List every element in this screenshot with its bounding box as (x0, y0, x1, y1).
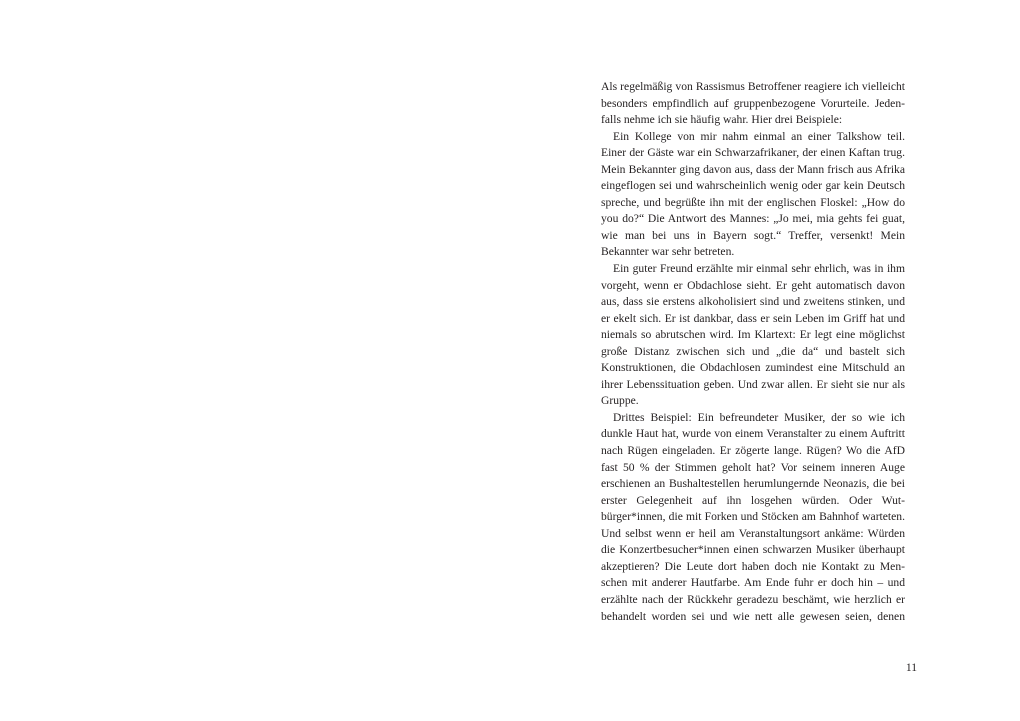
paragraph-example-one: Ein Kollege von mir nahm einmal an einer Talkshow teil. Einer der Gäste war ein Schwarzafrikaner, der einen Kaftan trug. Mein Bekannter ging davon aus, dass der Mann frisch aus Afrika eingeflogen sei und wahrscheinlich wenig oder gar kein Deutsch spreche, und begrüßte ihn mit der englischen Floskel: „How do you do?“ Die Antwort des Mannes: „Jo mei, mia gehts fei guat, wie man bei uns in Bayern sogt.“ Treffer, versenkt! Mein Bekannter war sehr betreten. (601, 129, 905, 259)
paragraph-example-two: Ein guter Freund erzählte mir einmal sehr ehrlich, was in ihm vorgeht, wenn er Obdachlose sieht. Er geht automatisch davon aus, dass sie erstens alkoholisiert sind und zweitens stinken, und er ekelt sich. Er ist dankbar, dass er sein Leben im Griff hat und niemals so abrutschen wird. Im Klartext: Er legt eine möglichst große Distanz zwischen sich und „die da“ und bastelt sich Konstruktionen, die Obdachlosen zumindest eine Mitschuld an ihrer Lebenssituation geben. Und zwar allen. Er sieht sie nur als Gruppe. (601, 262, 905, 408)
paragraph-example-three: Drittes Beispiel: Ein befreundeter Musiker, der so wie ich dunkle Haut hat, wurde von einem Veranstalter zu einem Auftritt nach Rügen eingeladen. Er zögerte lange. Rügen? Wo die AfD fast 50 % der Stimmen geholt hat? Vor seinem inneren Auge erschienen an Bushaltestellen herumlungernde Neonazis, die bei erster Gelegenheit auf ihn losgehen würden. Oder Wutbürger*innen, die mit Forken und Stöcken am Bahnhof warteten. Und selbst wenn er heil am Veranstaltungsort ankäme: Würden die Konzertbesucher*innen einen schwarzen Musiker überhaupt akzeptieren? Die Leute dort haben doch nie Kontakt zu Menschen mit anderer Hautfarbe. Am Ende fuhr er doch hin – und erzählte nach der Rückkehr geradezu beschämt, wie herzlich er behandelt worden sei und wie nett alle gewesen seien, denen (601, 410, 905, 623)
paragraph-intro: Als regelmäßig von Rassismus Betroffener reagiere ich vielleicht besonders empfindlich auf gruppenbezogene Vorurteile. Jedenfalls nehme ich sie häufig wahr. Hier drei Beispiele: (601, 80, 905, 127)
body-text (601, 79, 905, 625)
page-number: 11 (905, 661, 917, 674)
right-page (510, 0, 1020, 721)
